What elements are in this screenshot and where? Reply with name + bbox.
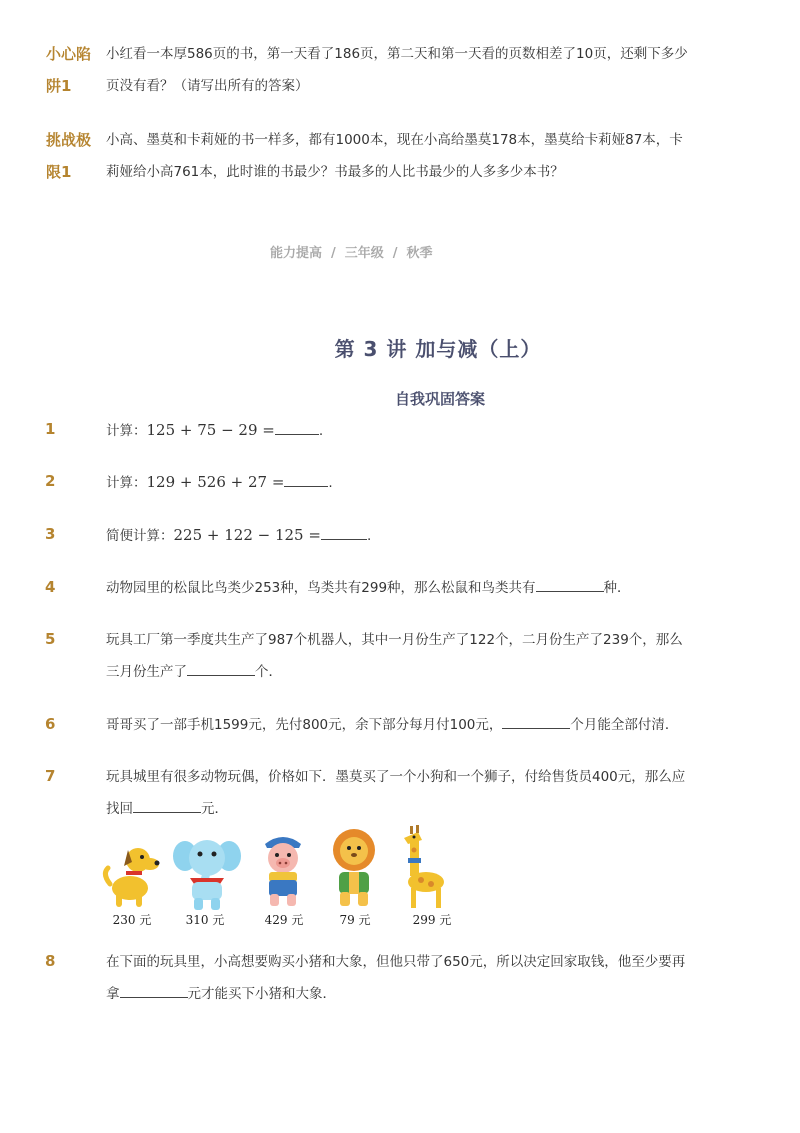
answer-blank[interactable] <box>120 983 188 998</box>
tag-challenge-1: 挑战极 限1 <box>46 131 92 181</box>
giraffe-toy-image <box>396 822 452 912</box>
elephant-price: 310 元 <box>185 913 225 927</box>
question-5 <box>106 624 718 688</box>
tag-trap-1: 小心陷 阱1 <box>46 45 92 95</box>
question-number: 3 <box>45 525 56 543</box>
question-prefix: 简便计算： <box>106 528 174 544</box>
question-suffix: . <box>318 423 324 439</box>
question-1 <box>106 414 718 447</box>
question-7 <box>106 761 718 825</box>
question-text: 动物园里的松鼠比鸟类少253种，鸟类共有299种，那么松鼠和鸟类共有 <box>106 580 536 596</box>
question-number: 7 <box>45 767 56 785</box>
challenge-problem-text: 小高、墨莫和卡莉娅的书一样多，都有1000本，现在小高给墨莫178本，墨莫给卡莉娅87本，卡 莉娅给小高761本，此时谁的书最少？书最多的人比书最少的人多多少本书？ <box>106 132 683 180</box>
question-text: 个月能全部付清． <box>570 717 679 733</box>
question-8 <box>106 946 718 1010</box>
footer-grade: 三年级 <box>344 246 384 261</box>
math-expression: 125 + 75 − 29 = <box>146 421 275 439</box>
question-3 <box>106 519 718 552</box>
pig-price: 429 元 <box>264 913 304 927</box>
footer-separator: / <box>331 246 336 261</box>
question-text: 找回 <box>106 801 133 817</box>
footer-separator: / <box>392 246 398 261</box>
question-text: 拿 <box>106 986 120 1002</box>
question-6 <box>106 709 718 741</box>
section-title: 自我巩固答案 <box>394 390 485 408</box>
question-text: 在下面的玩具里，小高想要购买小猪和大象，但他只带了650元，所以决定回家取钱，他至少要再 <box>106 954 686 970</box>
answer-blank[interactable] <box>502 714 570 729</box>
question-text: 玩具城里有很多动物玩偶，价格如下．墨莫买了一个小狗和一个狮子，付给售货员400元，那么应 <box>106 769 686 785</box>
lion-toy-image <box>327 828 381 910</box>
dog-price: 230 元 <box>112 913 152 927</box>
math-expression: 129 + 526 + 27 = <box>146 473 285 491</box>
question-prefix: 计算： <box>106 423 147 439</box>
page-footer <box>270 242 433 261</box>
pig-toy-image <box>255 830 311 910</box>
question-suffix: . <box>328 475 333 491</box>
question-text: 种． <box>603 580 631 596</box>
trap-problem-text: 小红看一本厚586页的书，第一天看了186页，第二天和第一天看的页数相差了10页，还剩下多少 页没有看？（请写出所有的答案） <box>106 46 688 94</box>
elephant-toy-image <box>172 834 242 912</box>
lion-price: 79 元 <box>339 913 371 927</box>
question-number: 1 <box>45 420 56 438</box>
answer-blank[interactable] <box>284 472 328 487</box>
question-text: 个． <box>255 664 282 680</box>
question-text: 元． <box>201 801 228 817</box>
answer-blank[interactable] <box>187 661 255 676</box>
question-text: 哥哥买了一部手机1599元，先付800元，余下部分每月付100元， <box>106 717 503 733</box>
giraffe-price: 299 元 <box>412 913 452 927</box>
answer-blank[interactable] <box>133 798 201 813</box>
answer-blank[interactable] <box>321 525 367 540</box>
lecture-title: 第 3 讲 加与减（上） <box>334 337 542 361</box>
question-suffix: . <box>366 528 372 544</box>
answer-blank[interactable] <box>275 420 319 435</box>
footer-course: 能力提高 <box>270 246 323 261</box>
dog-toy-image <box>100 838 162 910</box>
question-text: 元才能买下小猪和大象． <box>187 986 336 1002</box>
question-number: 8 <box>45 952 56 970</box>
question-text: 三月份生产了 <box>106 664 187 680</box>
question-number: 4 <box>45 578 56 596</box>
answer-blank[interactable] <box>536 577 604 592</box>
question-4 <box>106 572 718 604</box>
question-number: 5 <box>45 630 56 648</box>
footer-term: 秋季 <box>406 246 433 261</box>
question-number: 6 <box>45 715 56 733</box>
question-2 <box>106 466 718 499</box>
question-prefix: 计算： <box>106 475 147 491</box>
question-number: 2 <box>45 472 56 490</box>
question-text: 玩具工厂第一季度共生产了987个机器人，其中一月份生产了122个，二月份生产了239个，那么 <box>106 632 683 648</box>
math-expression: 225 + 122 − 125 = <box>173 526 321 544</box>
